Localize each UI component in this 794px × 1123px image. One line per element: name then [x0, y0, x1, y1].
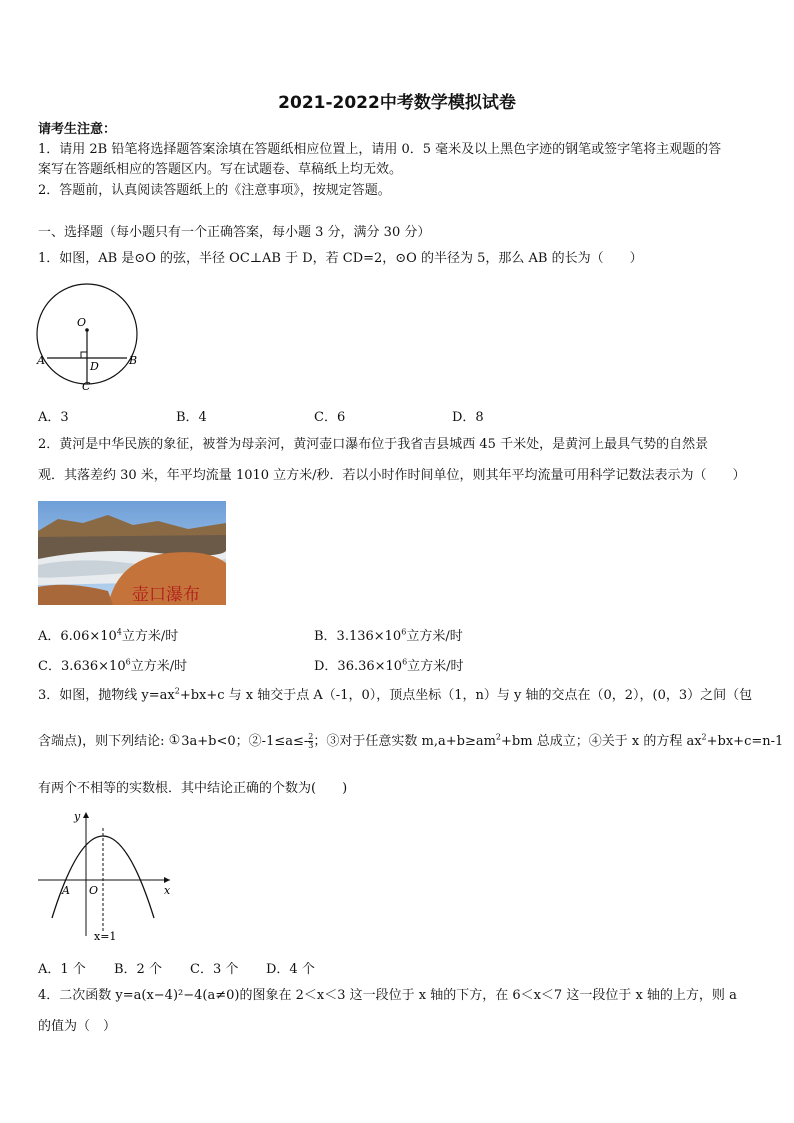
x-label: x	[164, 884, 171, 897]
q3-option-c: C．3 个	[190, 962, 239, 977]
notice-item-1-cont: 案写在答题纸相应的答题区内。写在试题卷、草稿纸上均无效。	[38, 162, 403, 177]
notice-heading: 请考生注意：	[38, 122, 117, 137]
circle-figure	[34, 282, 144, 394]
right-angle-mark	[81, 352, 87, 358]
photo-inscription: 壶口瀑布	[132, 585, 200, 605]
q1-option-a: A．3	[38, 410, 69, 425]
circled-3: ③	[326, 734, 340, 749]
y-axis-arrow	[83, 812, 89, 818]
q2-option-d: D．$36.36\times 10^6$立方米/时	[314, 657, 464, 674]
q2-option-a: A．$6.06\times 10^4$立方米/时	[38, 627, 179, 644]
x-axis-arrow	[164, 877, 170, 883]
notice-item-2: 2．答题前，认真阅读答题纸上的《注意事项》，按规定答题。	[38, 183, 391, 198]
q1-option-b: B．4	[176, 410, 207, 425]
circled-1: ①	[168, 733, 181, 748]
q4-stem-line2: 的值为（ ）	[38, 1019, 117, 1034]
label-a: A	[37, 354, 45, 367]
q1-option-d: D．8	[452, 410, 484, 425]
q1-stem: 1．如图，AB 是⊙O 的弦，半径 OC⊥AB 于 D，若 CD=2，⊙O 的半径为 5，那么 AB 的长为（ ）	[38, 251, 643, 266]
q2-stem-line2: 观．其落差约 30 米，年平均流量 1010 立方米/秒．若以小时作时间单位，则其年平均流量可用科学记数法表示为（ ）	[38, 468, 746, 483]
page-title: 2021-2022中考数学模拟试卷	[278, 93, 516, 113]
point-a-label: A	[62, 884, 70, 897]
label-c: C	[82, 380, 91, 393]
q4-stem-line1: 4．二次函数 y=a(x−4)²−4(a≠0)的图象在 2＜x＜3 这一段位于 x 轴的下方，在 6＜x＜7 这一段位于 x 轴的上方，则 a	[38, 988, 737, 1003]
q3-stem-line1: 3．如图，抛物线 $y=ax^2+bx+c$ 与 x 轴交于点 A（-1，0），顶点坐标（1，n）与 y 轴的交点在（0，2），(0，3）之间（包	[38, 686, 753, 703]
circled-4: ④	[588, 734, 602, 749]
label-b: B	[129, 354, 138, 367]
waterfall-photo	[38, 501, 226, 605]
q2-option-c: C．$3.636\times 10^6$立方米/时	[38, 657, 188, 674]
q2-stem-line1: 2．黄河是中华民族的象征，被誉为母亲河，黄河壶口瀑布位于我省吉县城西 45 千米处，是黄河上最具气势的自然景	[38, 437, 709, 452]
section-heading: 一、选择题（每小题只有一个正确答案，每小题 3 分，满分 30 分）	[38, 225, 431, 240]
notice-item-1: 1．请用 2B 铅笔将选择题答案涂填在答题纸相应位置上，请用 0．5 毫米及以上黑色字迹的钢笔或签字笔将主观题的答	[38, 142, 722, 157]
circled-2: ②	[248, 734, 262, 749]
axis-of-symmetry-label: x=1	[94, 930, 117, 943]
q3-stem-line3: 有两个不相等的实数根．其中结论正确的个数为( )	[38, 781, 348, 796]
q3-option-b: B．2 个	[114, 962, 162, 977]
y-label: y	[74, 810, 81, 823]
q3-stem-line2: 含端点)，则下列结论: ①3a+b<0；②-1≤a≤- $\frac{2}{3}$ ；③对于任意实数 $m,a+b\ge am^2+bm$ 总成立；④关于 x 的方程 $ax^2+bx+c=n-1$	[38, 732, 784, 750]
label-d: D	[90, 360, 99, 373]
origin-label: O	[89, 884, 99, 897]
q3-option-d: D．4 个	[266, 962, 315, 977]
q2-option-b: B．$3.136\times 10^6$立方米/时	[314, 627, 463, 644]
q1-option-c: C．6	[314, 410, 346, 425]
q3-option-a: A．1 个	[38, 962, 86, 977]
parabola-graph	[34, 808, 174, 943]
label-o: O	[77, 316, 87, 329]
